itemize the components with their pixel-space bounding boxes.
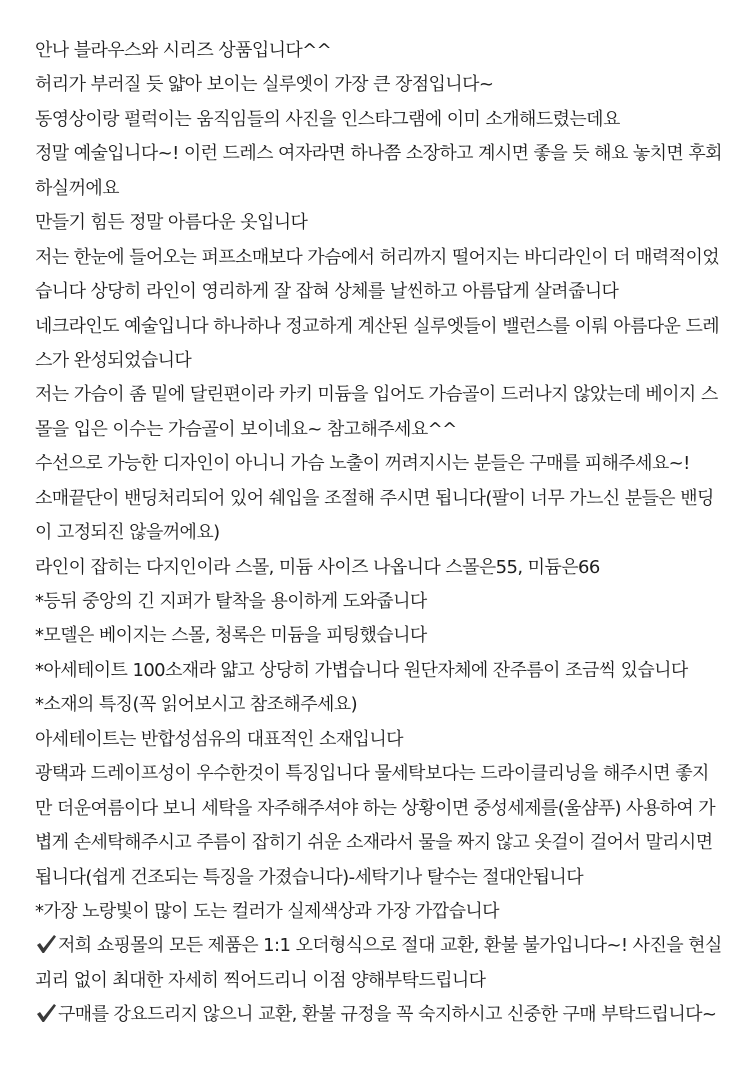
text-line: 네크라인도 예술입니다 하나하나 정교하게 계산된 실루엣들이 밸런스를 이뤄 아름다운 드레 <box>35 315 720 337</box>
text-line: 허리가 부러질 듯 얇아 보이는 실루엣이 가장 큰 장점입니다~ <box>35 74 494 96</box>
text-line: 아세테이트는 반합성섬유의 대표적인 소재입니다 <box>35 728 403 750</box>
policy-text: 저희 쇼핑몰의 모든 제품은 1:1 오더형식으로 절대 교환, 환불 불가입니다~! 사진을 현실 <box>58 935 722 957</box>
check-icon <box>35 1002 57 1024</box>
product-description <box>35 34 735 1033</box>
text-line: 만들기 힘든 정말 아름다운 옷입니다 <box>35 212 308 234</box>
policy-line <box>35 929 735 963</box>
text-line: 광택과 드레이프성이 우수한것이 특징입니다 물세탁보다는 드라이클리닝을 해주시면 좋지 <box>35 763 709 785</box>
text-line: 동영상이랑 펄럭이는 움직임들의 사진을 인스타그램에 이미 소개해드렸는데요 <box>35 108 620 130</box>
text-line: 저는 가슴이 좀 밑에 달린편이라 카키 미듐을 입어도 가슴골이 드러나지 않았는데 베이지 스 <box>35 384 718 406</box>
text-line: 소매끝단이 밴딩처리되어 있어 쉐입을 조절해 주시면 됩니다(팔이 너무 가느신 분들은 밴딩 <box>35 487 714 509</box>
text-line: 이 고정되진 않을꺼에요) <box>35 522 220 544</box>
text-line: *등뒤 중앙의 긴 지퍼가 탈착을 용이하게 도와줍니다 <box>35 591 427 612</box>
text-line: 하실꺼에요 <box>35 177 119 199</box>
text-line: 몰을 입은 이수는 가슴골이 보이네요~ 참고해주세요^^ <box>35 418 457 440</box>
text-line: 안나 블라우스와 시리즈 상품입니다^^ <box>35 40 332 61</box>
text-line: *소재의 특징(꼭 읽어보시고 참조해주세요) <box>35 694 358 716</box>
text-line: 괴리 없이 최대한 자세히 찍어드리니 이점 양해부탁드립니다 <box>35 969 486 991</box>
text-line: 만 더운여름이다 보니 세탁을 자주해주셔야 하는 상황이면 중성세제를(울샴푸) 사용하여 가 <box>35 797 716 819</box>
text-line: *가장 노랑빛이 많이 도는 컬러가 실제색상과 가장 가깝습니다 <box>35 900 499 922</box>
text-line: 스가 완성되었습니다 <box>35 349 192 371</box>
check-icon <box>35 933 57 955</box>
text-line: 저는 한눈에 들어오는 퍼프소매보다 가슴에서 허리까지 떨어지는 바디라인이 더 매력적이었 <box>35 246 720 268</box>
text-line: 정말 예술입니다~! 이런 드레스 여자라면 하나쯤 소장하고 계시면 좋을 듯 해요 놓치면 후회 <box>35 143 722 165</box>
text-line: 라인이 잡히는 다지인이라 스몰, 미듐 사이즈 나옵니다 스몰은55, 미듐은66 <box>35 556 600 578</box>
text-line: 볍게 손세탁해주시고 주름이 잡히기 쉬운 소재라서 물을 짜지 않고 옷걸이 걸어서 말리시면 <box>35 832 713 854</box>
text-line: *모델은 베이지는 스몰, 청록은 미듐을 피팅했습니다 <box>35 625 427 647</box>
text-line: 됩니다(쉽게 건조되는 특징을 가졌습니다)-세탁기나 탈수는 절대안됩니다 <box>35 866 583 888</box>
policy-text: 구매를 강요드리지 않으니 교환, 환불 규정을 꼭 숙지하시고 신중한 구매 부탁드립니다~ <box>58 1004 717 1026</box>
policy-line <box>35 998 735 1032</box>
text-line: 습니다 상당히 라인이 영리하게 잘 잡혀 상체를 날씬하고 아름답게 살려줍니다 <box>35 281 619 303</box>
text-line: 수선으로 가능한 디자인이 아니니 가슴 노출이 꺼려지시는 분들은 구매를 피해주세요~! <box>35 453 690 475</box>
text-line: *아세테이트 100소재라 얇고 상당히 가볍습니다 원단자체에 잔주름이 조금씩 있습니다 <box>35 659 688 681</box>
